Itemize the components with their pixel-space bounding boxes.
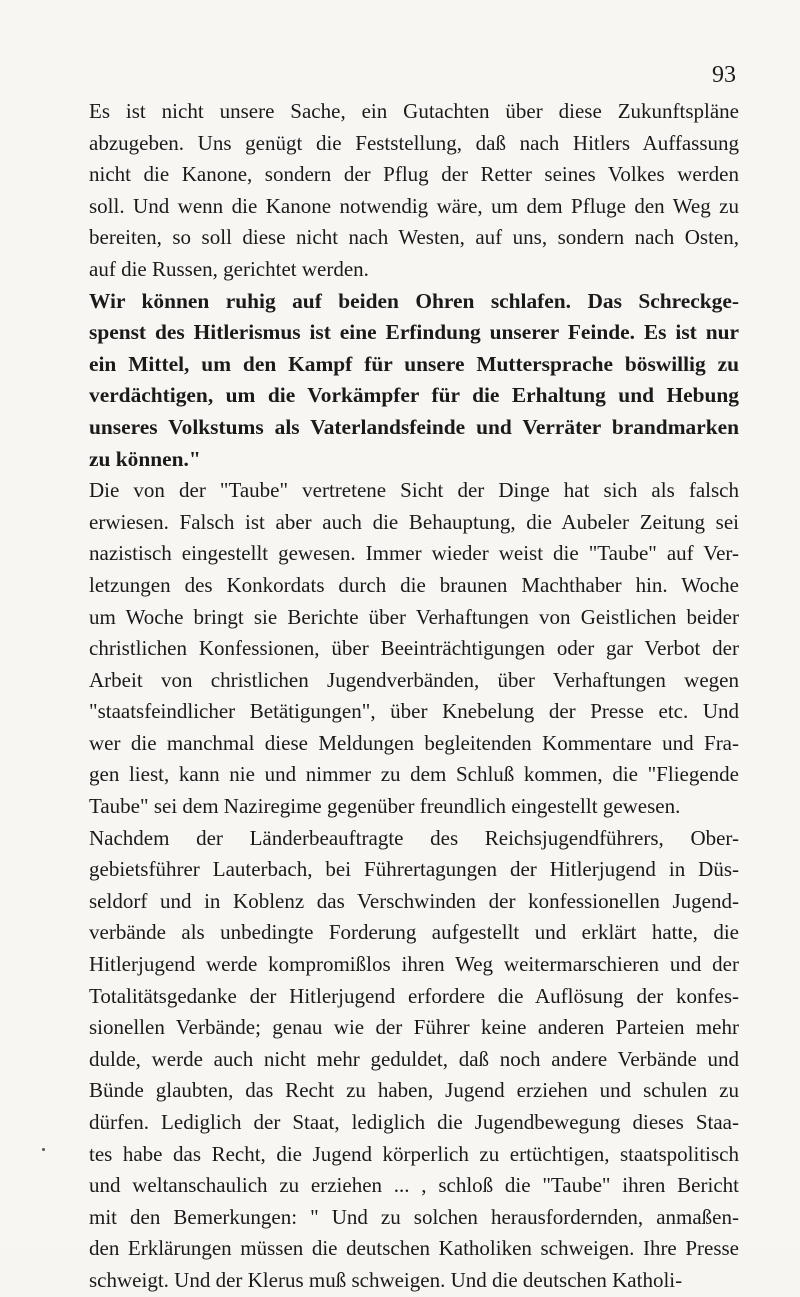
text-line: bereiten, so soll diese nicht nach Westen, auf uns, sondern nach Osten,: [89, 225, 739, 250]
text-line: gen liest, kann nie und nimmer zu dem Schluß kommen, die "Fliegende: [89, 762, 739, 787]
text-line: christlichen Konfessionen, über Beeinträchtigungen oder gar Verbot der: [89, 636, 739, 661]
text-line: dulde, werde auch nicht mehr geduldet, daß noch andere Verbände und: [89, 1046, 739, 1071]
text-line: abzugeben. Uns genügt die Feststellung, daß nach Hitlers Auffassung: [89, 130, 739, 155]
text-line: spenst des Hitlerismus ist eine Erfindung unserer Feinde. Es ist nur: [89, 320, 739, 345]
text-line: Hitlerjugend werde kompromißlos ihren Weg weitermarschieren und der: [89, 952, 739, 977]
text-line: zu können.": [89, 446, 201, 471]
text-line: um Woche bringt sie Berichte über Verhaftungen von Geistlichen beider: [89, 604, 739, 629]
text-line: verbände als unbedingte Forderung aufgestellt und erklärt hatte, die: [89, 920, 739, 945]
text-line: schweigt. Und der Klerus muß schweigen. Und die deutschen Katholi-: [89, 1267, 683, 1292]
text-line: Bünde glaubten, das Recht zu haben, Jugend erziehen und schulen zu: [89, 1078, 739, 1103]
text-line: seldorf und in Koblenz das Verschwinden der konfessionellen Jugend-: [89, 888, 739, 913]
text-line: sionellen Verbände; genau wie der Führer keine anderen Parteien mehr: [89, 1015, 739, 1040]
paragraph: [89, 96, 739, 286]
text-line: Wir können ruhig auf beiden Ohren schlafen. Das Schreckge-: [89, 288, 739, 313]
text-line: Arbeit von christlichen Jugendverbänden, über Verhaftungen wegen: [89, 667, 739, 692]
text-line: und weltanschaulich zu erziehen ... , schloß die "Taube" ihren Bericht: [89, 1173, 739, 1198]
text-line: dürfen. Lediglich der Staat, lediglich die Jugendbewegung dieses Staa-: [89, 1110, 739, 1134]
text-line: Die von der "Taube" vertretene Sicht der Dinge hat sich als falsch: [89, 478, 739, 503]
paragraph: [89, 475, 739, 823]
text-line: letzungen des Konkordats durch die braunen Machthaber hin. Woche: [89, 572, 739, 597]
text-line: nicht die Kanone, sondern der Pflug der Retter seines Volkes werden: [89, 162, 739, 187]
stray-dot: [42, 1148, 45, 1151]
text-line: unseres Volkstums als Vaterlandsfeinde und Verräter brandmarken: [89, 414, 739, 439]
text-line: verdächtigen, um die Vorkämpfer für die Erhaltung und Hebung: [89, 383, 739, 408]
text-line: mit den Bemerkungen: " Und zu solchen herausfordernden, anmaßen-: [89, 1204, 739, 1229]
text-line: nazistisch eingestellt gewesen. Immer wieder weist die "Taube" auf Ver-: [89, 541, 739, 566]
text-line: "staatsfeindlicher Betätigungen", über Knebelung der Presse etc. Und: [89, 699, 739, 724]
text-line: Nachdem der Länderbeauftragte des Reichsjugendführers, Ober-: [89, 825, 739, 850]
text-line: tes habe das Recht, die Jugend körperlich zu ertüchtigen, staatspolitisch: [89, 1141, 739, 1166]
bold-quote-paragraph: [89, 286, 739, 476]
text-line: Es ist nicht unsere Sache, ein Gutachten über diese Zukunftspläne: [89, 99, 739, 123]
text-line: wer die manchmal diese Meldungen begleitenden Kommentare und Fra-: [89, 730, 739, 755]
text-line: Totalitätsgedanke der Hitlerjugend erfordere die Auflösung der konfes-: [89, 983, 739, 1008]
text-line: soll. Und wenn die Kanone notwendig wäre, um dem Pfluge den Weg zu: [89, 193, 739, 218]
text-line: ein Mittel, um den Kampf für unsere Muttersprache böswillig zu: [89, 351, 739, 376]
text-line: erwiesen. Falsch ist aber auch die Behauptung, die Aubeler Zeitung sei: [89, 509, 739, 534]
text-line: den Erklärungen müssen die deutschen Katholiken schweigen. Ihre Presse: [89, 1236, 739, 1261]
body-text: [89, 96, 739, 1297]
paragraph: [89, 823, 739, 1297]
text-line: auf die Russen, gerichtet werden.: [89, 256, 369, 281]
page-number: 93: [712, 62, 736, 88]
text-line: Taube" sei dem Naziregime gegenüber freundlich eingestellt gewesen.: [89, 794, 681, 819]
text-line: gebietsführer Lauterbach, bei Führertagungen der Hitlerjugend in Düs-: [89, 857, 739, 882]
